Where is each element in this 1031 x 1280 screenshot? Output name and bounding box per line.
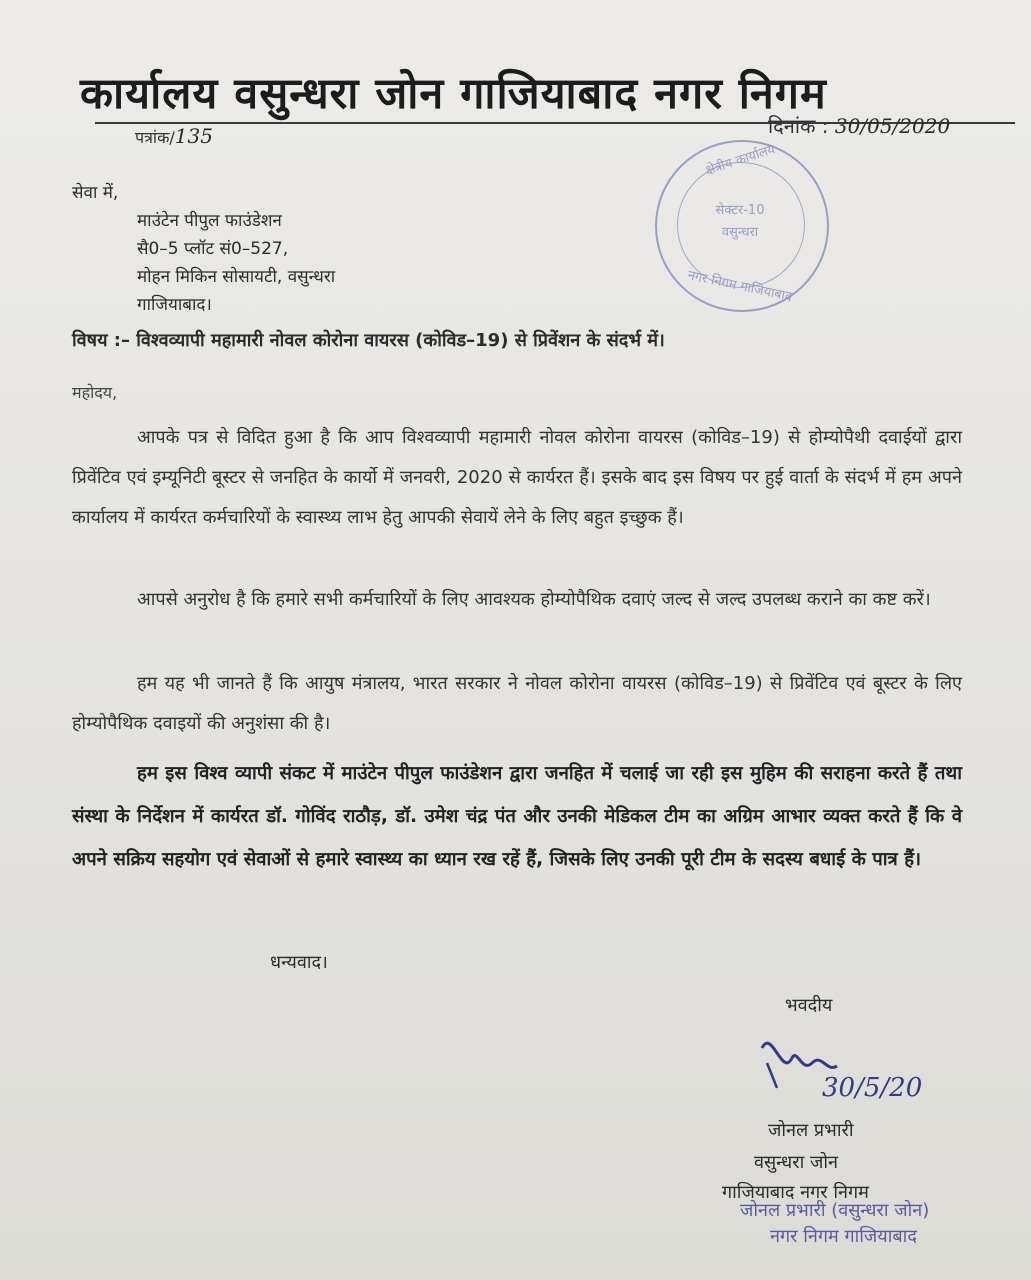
stamp-line-1: सेक्टर-10 (715, 203, 765, 218)
signatory-line: जोनल प्रभारी (768, 1120, 854, 1141)
official-stamp-line: जोनल प्रभारी (वसुन्धरा जोन) (740, 1200, 930, 1221)
recipient-salutation: सेवा में, (72, 183, 119, 203)
stamp-top-text: क्षेत्रीय कार्यालय (703, 142, 778, 179)
reference-number (135, 124, 213, 148)
body-paragraph: हम यह भी जानते हैं कि आयुष मंत्रालय, भारत सरकार ने नोवल कोरोना वायरस (कोविड–19) से प्रिवेंटिव एवं बूस्टर के लिए होम्योपैथिक दवाइयों की अनुशंसा की है। (72, 673, 962, 734)
office-round-stamp (655, 140, 829, 312)
recipient-line: मोहन मिकिन सोसायटी, वसुन्धरा (137, 267, 336, 287)
signatory-line: गाजियाबाद नगर निगम (722, 1182, 869, 1203)
letter-date (768, 112, 950, 139)
recipient-line: माउंटेन पीपुल फाउंडेशन (137, 211, 282, 231)
body-paragraph: आपसे अनुरोध है कि हमारे सभी कर्मचारियों के लिए आवश्यक होम्योपैथिक दवाएं जल्द से जल्द उपलब्ध कराने का कष्ट करें। (137, 589, 931, 610)
signatory-line: वसुन्धरा जोन (754, 1152, 838, 1173)
signature-date: 30/5/20 (822, 1073, 923, 1103)
date-value: 30/05/2020 (834, 114, 951, 138)
handwritten-signature (752, 1018, 952, 1108)
closing-text: भवदीय (785, 995, 833, 1016)
thanks-text: धन्यवाद। (270, 952, 328, 973)
official-stamp-line: नगर निगम गाजियाबाद (770, 1226, 917, 1247)
body-paragraph: हम इस विश्व व्यापी संकट में माउंटेन पीपुल फाउंडेशन द्वारा जनहित में चलाई जा रही इस मुहिम की सराहना करते हैं तथा संस्था के निर्देशन में कार्यरत डॉ. गोविंद राठौड़, डॉ. उमेश चंद्र पंत और उनकी मेडिकल टीम का अग्रिम आभार व्यक्त करते हैं कि वे अपने सक्रिय सहयोग एवं सेवाओं से हमारे स्वास्थ्य का ध्यान रख रहें हैं, जिसके लिए उनकी पूरी टीम के सदस्य बधाई के पात्र हैं। (72, 763, 962, 870)
reference-label: पत्रांक/ (135, 128, 175, 147)
subject-line: विषय :– विश्वव्यापी महामारी नोवल कोरोना वायरस (कोविड–19) से प्रिवेंशन के संदर्भ में। (72, 330, 665, 351)
letterhead-title: कार्यालय वसुन्धरा जोन गाजियाबाद नगर निगम (80, 69, 827, 119)
recipient-line: गाजियाबाद। (137, 295, 212, 315)
body-paragraph: आपके पत्र से विदित हुआ है कि आप विश्वव्यापी महामारी नोवल कोरोना वायरस (कोविड–19) से होम्योपैथी दवाईयों द्वारा प्रिवेंटिव एवं इम्यूनिटी बूस्टर से जनहित के कार्यो में जनवरी, 2020 से कार्यरत हैं। इसके बाद इस विषय पर हुई वार्ता के संदर्भ में हम अपने कार्यालय में कार्यरत कर्मचारियों के स्वास्थ्य लाभ हेतु आपकी सेवायें लेने के लिए बहुत इच्छुक हैं। (72, 427, 962, 528)
date-label: दिनांक : (768, 114, 829, 138)
reference-value: 135 (174, 124, 213, 148)
stamp-line-2: वसुन्धरा (721, 225, 759, 240)
recipient-line: सै0–5 प्लॉट सं0–527, (137, 239, 289, 259)
greeting: महोदय, (72, 383, 118, 402)
stamp-bottom-text: नगर निगम गाजियाबाद (686, 268, 794, 305)
